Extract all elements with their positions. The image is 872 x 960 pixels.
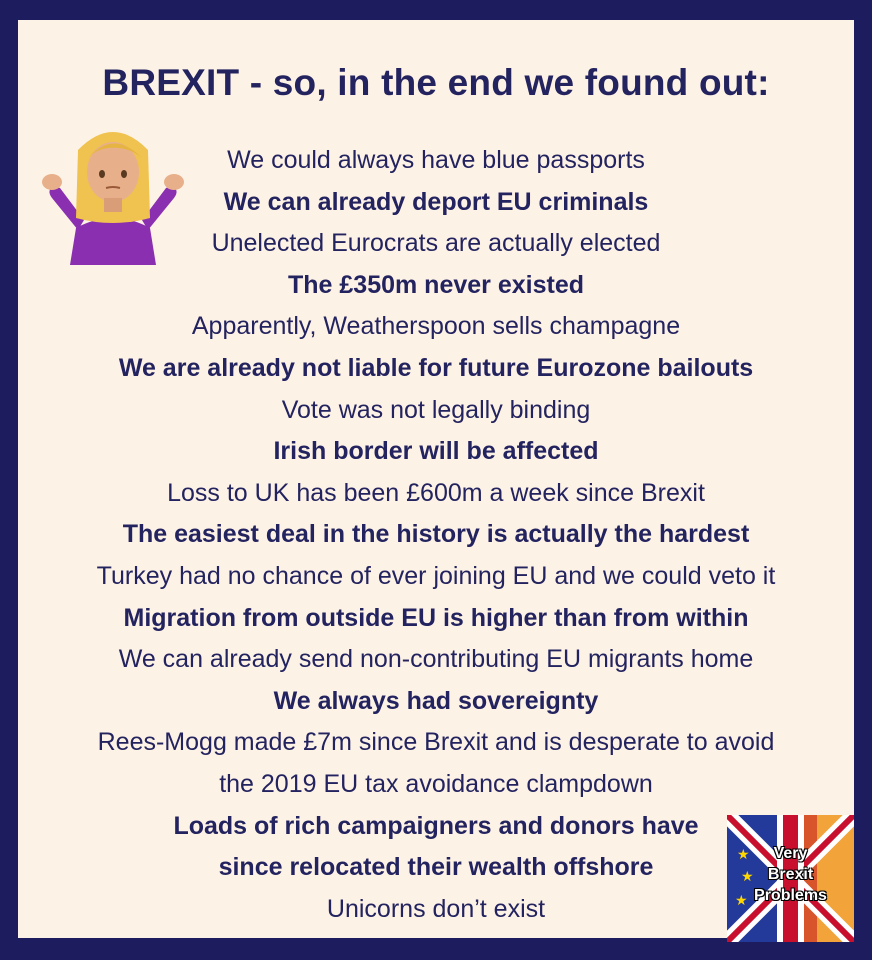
findings-list [18, 140, 854, 930]
finding-line: We can already deport EU criminals [223, 187, 649, 216]
logo-line-very: Very [773, 845, 808, 862]
very-brexit-problems-logo [727, 815, 854, 942]
finding-line: We are already not liable for future Eurozone bailouts [118, 353, 754, 382]
page-title: BREXIT - so, in the end we found out: [102, 62, 770, 103]
logo-line-brexit: Brexit [767, 866, 814, 883]
finding-line: Loads of rich campaigners and donors have [173, 811, 699, 840]
content-panel [18, 20, 854, 938]
svg-text:★: ★ [737, 847, 750, 863]
finding-line: the 2019 EU tax avoidance clampdown [219, 769, 653, 798]
finding-line: The easiest deal in the history is actually the hardest [122, 520, 750, 549]
finding-line: Apparently, Weatherspoon sells champagne [191, 312, 681, 341]
svg-text:★: ★ [735, 893, 748, 909]
finding-line: since relocated their wealth offshore [218, 853, 654, 882]
finding-line: Irish border will be affected [273, 437, 599, 466]
logo-line-problems: Problems [754, 887, 827, 904]
finding-line: We could always have blue passports [227, 146, 645, 174]
logo-text [727, 843, 854, 906]
finding-line: Unicorns don’t exist [326, 894, 546, 923]
finding-line: Rees-Mogg made £7m since Brexit and is desperate to avoid [97, 728, 775, 757]
finding-line: Loss to UK has been £600m a week since Brexit [167, 478, 705, 507]
finding-line: We always had sovereignty [273, 686, 599, 715]
finding-line: Turkey had no chance of ever joining EU and we could veto it [96, 561, 776, 590]
finding-line: Vote was not legally binding [281, 395, 591, 424]
finding-line: We can already send non-contributing EU migrants home [118, 645, 754, 674]
svg-text:★: ★ [741, 869, 754, 885]
finding-line: Unelected Eurocrats are actually elected [211, 229, 661, 258]
finding-line: Migration from outside EU is higher than from within [123, 603, 749, 632]
finding-line: The £350m never existed [288, 270, 584, 299]
